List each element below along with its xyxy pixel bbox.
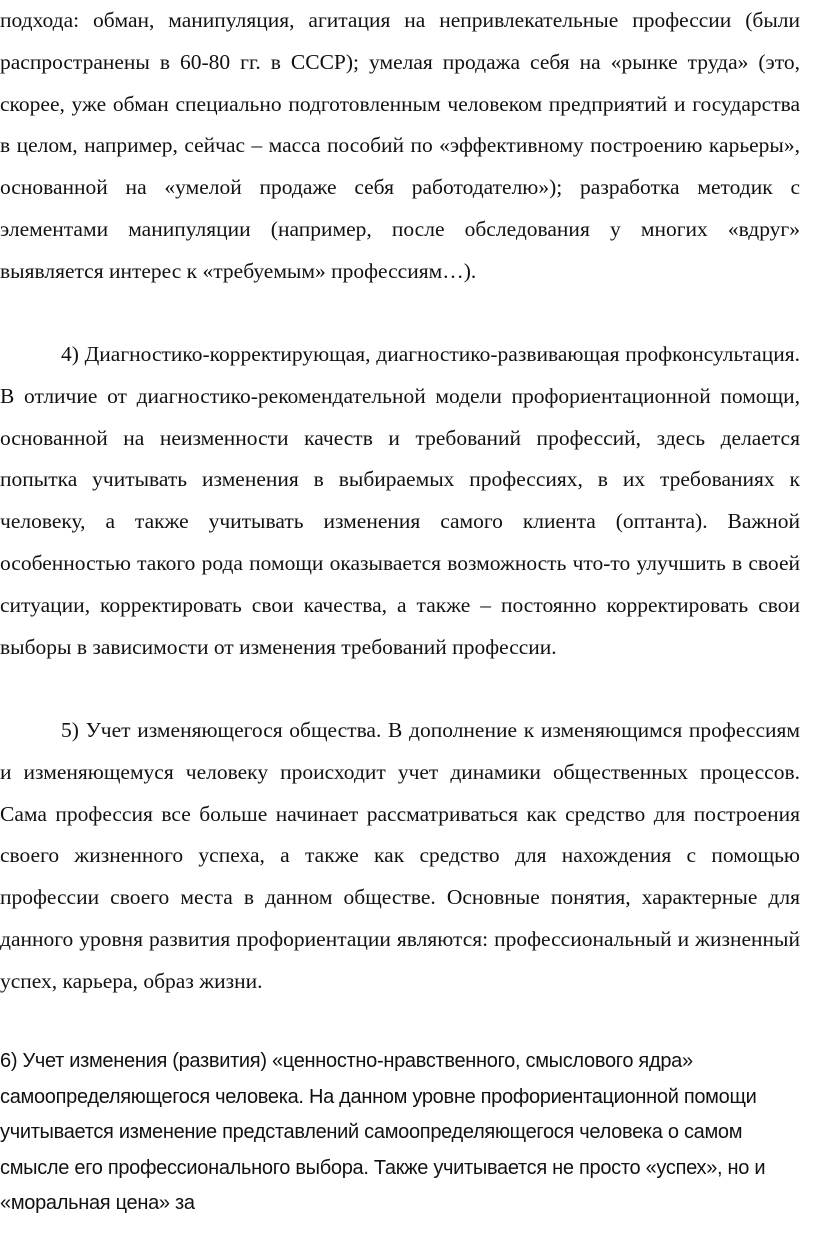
paragraph-item-4: 4) Диагностико-корректирующая, диагностико-развивающая профконсультация. В отличие от диагностико-рекомендательной модели профориентационной помощи, основанной на неизменности качеств и требований профессий, здесь делается попытка учитывать изменения в выбираемых профессиях, в их требованиях к человеку, а также учитывать изменения самого клиента (оптанта). Важной особенностью такого рода помощи оказывается возможность что-то улучшить в своей ситуации, корректировать свои качества, а также – постоянно корректировать свои выборы в зависимости от изменения требований профессии. (0, 342, 800, 659)
paragraph-item-6: 6) Учет изменения (развития) «ценностно-нравственного, смыслового ядра» самоопределяющегося человека. На данном уровне профориентационной помощи учитывается изменение представлений самоопределяющегося человека о самом смысле его профессионального выбора. Также учитывается не просто «успех», но и «моральная цена» за (0, 1050, 766, 1214)
paragraph-continuation: подхода: обман, манипуляция, агитация на непривлекательные профессии (были распространены в 60-80 гг. в СССР); умелая продажа себя на «рынке труда» (это, скорее, уже обман специально подготовленным человеком предприятий и государства в целом, например, сейчас – масса пособий по «эффективному построению карьеры», основанной на «умелой продаже себя работодателю»); разработка методик с элементами манипуляции (например, после обследования у многих «вдруг» выявляется интерес к «требуемым» профессиям…). (0, 8, 800, 283)
paragraph-item-5: 5) Учет изменяющегося общества. В дополнение к изменяющимся профессиям и изменяющемуся человеку происходит учет динамики общественных процессов. Сама профессия все больше начинает рассматриваться как средство для построения своего жизненного успеха, а также как средство для нахождения с помощью профессии своего места в данном обществе. Основные понятия, характерные для данного уровня развития профориентации являются: профессиональный и жизненный успех, карьера, образ жизни. (0, 718, 800, 993)
